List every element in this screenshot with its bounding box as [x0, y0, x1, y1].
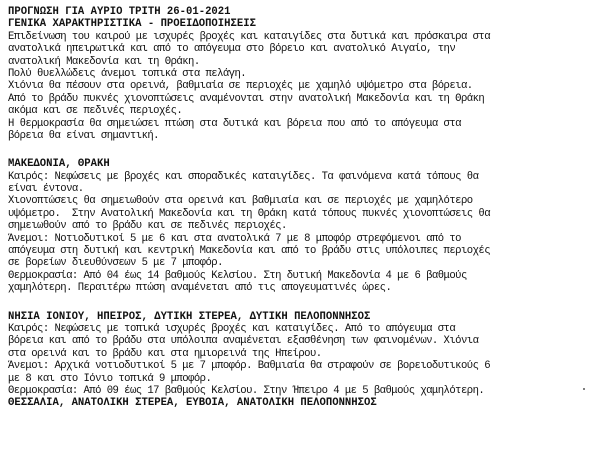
macedonia-line: Καιρός: Νεφώσεις με βροχές και σποραδικές καταιγίδες. Τα φαινόμενα κατά τόπους θα: [8, 170, 479, 183]
general-line: ανατολικά ηπειρωτικά και από το απόγευμα στο βόρειο και ανατολικό Αιγαίο, την: [8, 43, 456, 56]
forecast-document: [8, 6, 604, 410]
ionian-section: [8, 323, 604, 397]
general-line: Από το βράδυ πυκνές χιονοπτώσεις αναμένονται στην ανατολική Μακεδονία και τη Θράκη: [8, 92, 485, 105]
forecast-title: ΠΡΟΓΝΩΣΗ ΓΙΑ ΑΥΡΙΟ ΤΡΙΤΗ 26-01-2021: [8, 6, 231, 18]
macedonia-line: σε βορείων διευθύνσεων 5 με 7 μποφόρ.: [8, 257, 223, 270]
macedonia-line: Χιονοπτώσεις θα σημειωθούν στα ορεινά και βαθμιαία και σε περιοχές με χαμηλότερο: [8, 195, 473, 208]
general-line: Χιόνια θα πέσουν στα ορεινά, βαθμιαία σε περιοχές με χαμηλό υψόμετρο στα βόρεια.: [8, 80, 473, 93]
ionian-line: Άνεμοι: Αρχικά νοτιοδυτικοί 5 με 7 μποφόρ. Βαθμιαία θα στραφούν σε βορειοδυτικούς 6: [8, 360, 491, 373]
general-line: Επιδείνωση του καιρού με ισχυρές βροχές και καταιγίδες στα δυτικά και πρόσκαιρα στα: [8, 30, 491, 43]
general-line: Πολύ θυελλώδεις άνεμοι τοπικά στα πελάγη.: [8, 67, 247, 80]
thessaly-heading: ΘΕΣΣΑΛΙΑ, ΑΝΑΤΟΛΙΚΗ ΣΤΕΡΕΑ, ΕΥΒΟΙΑ, ΑΝΑΤΟΛΙΚΗ ΠΕΛΟΠΟΝΝΗΣΟΣ: [8, 397, 377, 410]
macedonia-line: είναι έντονα.: [8, 183, 84, 196]
macedonia-line: απόγευμα στη δυτική και κεντρική Μακεδονία και από το βράδυ στις υπόλοιπες περιοχές: [8, 245, 491, 258]
general-line: βόρεια θα είναι σημαντική.: [8, 129, 159, 142]
ionian-line: με 8 και στο Ιόνιο τοπικά 9 μποφόρ.: [8, 372, 212, 385]
ionian-line: Θερμοκρασία: Από 09 έως 17 βαθμούς Κελσίου. Στην Ήπειρο 4 με 5 βαθμούς χαμηλότερη.: [8, 384, 485, 397]
general-line: Η θερμοκρασία θα σημειώσει πτώση στα δυτικά και βόρεια που από το απόγευμα στα: [8, 117, 461, 130]
general-heading: ΓΕΝΙΚΑ ΧΑΡΑΚΤΗΡΙΣΤΙΚΑ - ΠΡΟΕΙΔΟΠΟΙΗΣΕΙΣ: [8, 18, 256, 31]
macedonia-heading: ΜΑΚΕΔΟΝΙΑ, ΘΡΑΚΗ: [8, 158, 110, 171]
macedonia-line: υψόμετρο. Στην Ανατολική Μακεδονία και τη Θράκη κατά τόπους πυκνές χιονοπτώσεις θα: [8, 207, 491, 220]
ionian-line: στα ορεινά και το βράδυ και στα ημιορεινά της Ηπείρου.: [8, 347, 322, 360]
ionian-line: βόρεια και από το βράδυ στα υπόλοιπα αναμένεται εξασθένηση των φαινομένων. Χιόνια: [8, 335, 479, 348]
macedonia-line: σημειωθούν από το βράδυ και σε πεδινές περιοχές.: [8, 220, 287, 233]
macedonia-line: χαμηλότερη. Περαιτέρω πτώση αναμένεται από τις απογευματινές ώρες.: [8, 282, 392, 295]
ionian-line: Καιρός: Νεφώσεις με τοπικά ισχυρές βροχές και καταιγίδες. Από το απόγευμα στα: [8, 322, 456, 335]
general-line: ακόμα και σε πεδινές περιοχές.: [8, 105, 183, 118]
general-line: ανατολική Μακεδονία και τη Θράκη.: [8, 55, 200, 68]
macedonia-section: [8, 171, 604, 295]
macedonia-line: Θερμοκρασία: Από 04 έως 14 βαθμούς Κελσίου. Στη δυτική Μακεδονία 4 με 6 βαθμούς: [8, 269, 467, 282]
ionian-heading: ΝΗΣΙΑ ΙΟΝΙΟΥ, ΗΠΕΙΡΟΣ, ΔΥΤΙΚΗ ΣΤΕΡΕΑ, ΔΥΤΙΚΗ ΠΕΛΟΠΟΝΝΗΣΟΣ: [8, 310, 371, 323]
macedonia-line: Άνεμοι: Νοτιοδυτικοί 5 με 6 και στα ανατολικά 7 με 8 μποφόρ στρεφόμενοι από το: [8, 232, 461, 245]
scan-speck: [583, 388, 585, 390]
general-section: [8, 31, 604, 143]
